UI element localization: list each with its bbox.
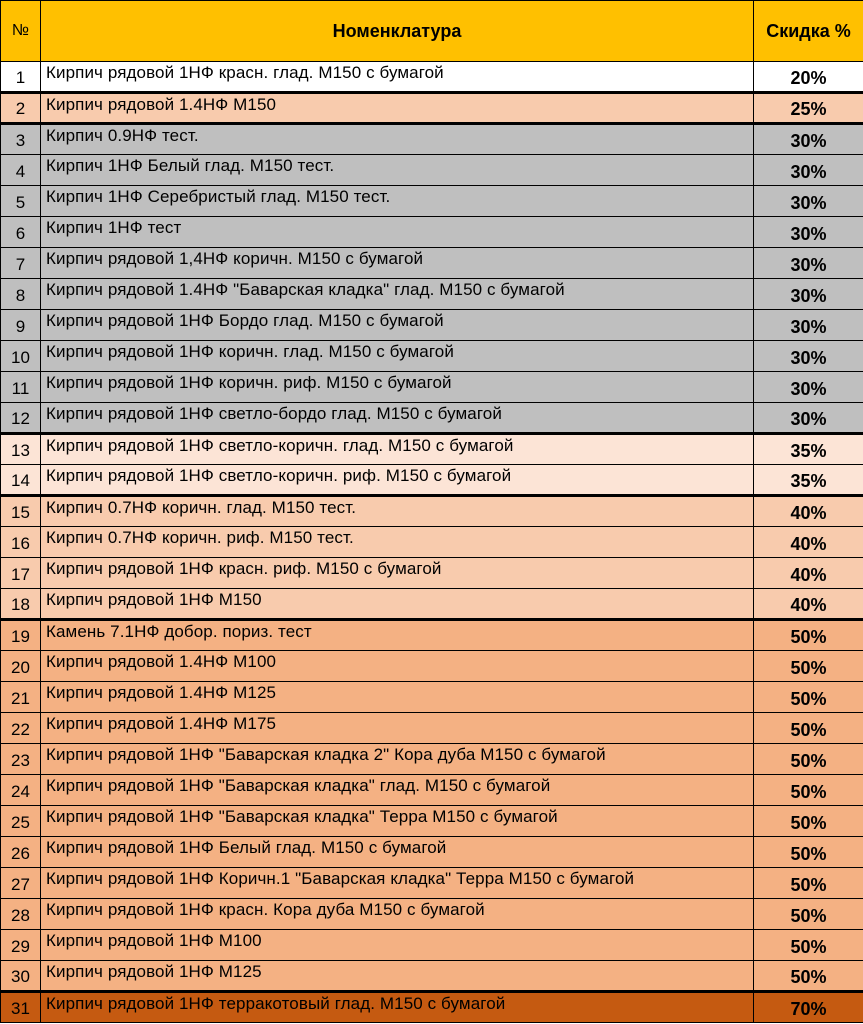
table-row <box>1 992 863 1023</box>
row-discount: 40% <box>754 527 863 558</box>
row-name: Кирпич рядовой 1НФ Белый глад. М150 с бумагой <box>41 837 754 868</box>
row-name: Кирпич рядовой 1.4НФ М100 <box>41 651 754 682</box>
row-discount: 20% <box>754 62 863 93</box>
table-row <box>1 465 863 496</box>
row-number: 16 <box>1 527 41 558</box>
row-number: 30 <box>1 961 41 992</box>
row-discount: 40% <box>754 589 863 620</box>
table-row <box>1 527 863 558</box>
row-number: 29 <box>1 930 41 961</box>
table-row <box>1 372 863 403</box>
row-name: Кирпич 0.9НФ тест. <box>41 124 754 155</box>
row-discount: 25% <box>754 93 863 124</box>
row-number: 6 <box>1 217 41 248</box>
row-number: 23 <box>1 744 41 775</box>
row-name: Кирпич рядовой 1НФ светло-коричн. риф. М150 с бумагой <box>41 465 754 496</box>
table-row <box>1 682 863 713</box>
row-name: Кирпич рядовой 1НФ красн. риф. М150 с бумагой <box>41 558 754 589</box>
row-name: Кирпич рядовой 1НФ Коричн.1 "Баварская кладка" Терра М150 с бумагой <box>41 868 754 899</box>
row-name: Кирпич рядовой 1,4НФ коричн. М150 с бумагой <box>41 248 754 279</box>
row-name: Кирпич рядовой 1НФ терракотовый глад. М150 с бумагой <box>41 992 754 1023</box>
row-name: Кирпич рядовой 1.4НФ М175 <box>41 713 754 744</box>
row-discount: 50% <box>754 961 863 992</box>
table-row <box>1 899 863 930</box>
row-discount: 30% <box>754 341 863 372</box>
row-name: Кирпич 1НФ Серебристый глад. М150 тест. <box>41 186 754 217</box>
header-num: № <box>1 1 41 62</box>
row-name: Кирпич рядовой 1НФ Бордо глад. М150 с бумагой <box>41 310 754 341</box>
row-discount: 30% <box>754 403 863 434</box>
row-number: 27 <box>1 868 41 899</box>
row-name: Кирпич рядовой 1НФ коричн. риф. М150 с бумагой <box>41 372 754 403</box>
row-number: 12 <box>1 403 41 434</box>
table-row <box>1 124 863 155</box>
row-number: 20 <box>1 651 41 682</box>
row-discount: 30% <box>754 124 863 155</box>
table-row <box>1 279 863 310</box>
table-row <box>1 837 863 868</box>
row-number: 22 <box>1 713 41 744</box>
row-name: Кирпич рядовой 1НФ М125 <box>41 961 754 992</box>
row-number: 7 <box>1 248 41 279</box>
row-number: 13 <box>1 434 41 465</box>
table-row <box>1 496 863 527</box>
row-discount: 35% <box>754 434 863 465</box>
table-row <box>1 558 863 589</box>
row-number: 1 <box>1 62 41 93</box>
header-row <box>1 1 863 62</box>
row-discount: 50% <box>754 868 863 899</box>
row-discount: 50% <box>754 837 863 868</box>
row-discount: 30% <box>754 217 863 248</box>
row-name: Кирпич 0.7НФ коричн. глад. М150 тест. <box>41 496 754 527</box>
row-discount: 30% <box>754 186 863 217</box>
row-number: 31 <box>1 992 41 1023</box>
row-discount: 30% <box>754 372 863 403</box>
row-discount: 50% <box>754 899 863 930</box>
row-name: Кирпич рядовой 1.4НФ М150 <box>41 93 754 124</box>
row-name: Кирпич 0.7НФ коричн. риф. М150 тест. <box>41 527 754 558</box>
row-number: 2 <box>1 93 41 124</box>
row-discount: 50% <box>754 651 863 682</box>
table-row <box>1 62 863 93</box>
row-number: 9 <box>1 310 41 341</box>
table-row <box>1 186 863 217</box>
table-row <box>1 620 863 651</box>
row-discount: 50% <box>754 930 863 961</box>
table-row <box>1 806 863 837</box>
row-name: Кирпич рядовой 1.4НФ "Баварская кладка" глад. М150 с бумагой <box>41 279 754 310</box>
table-row <box>1 341 863 372</box>
row-name: Кирпич рядовой 1НФ красн. глад. М150 с бумагой <box>41 62 754 93</box>
table-row <box>1 775 863 806</box>
row-name: Кирпич рядовой 1НФ красн. Кора дуба М150 с бумагой <box>41 899 754 930</box>
table-row <box>1 589 863 620</box>
table-row <box>1 930 863 961</box>
table-row <box>1 434 863 465</box>
table-row <box>1 310 863 341</box>
row-number: 3 <box>1 124 41 155</box>
row-number: 21 <box>1 682 41 713</box>
row-discount: 40% <box>754 496 863 527</box>
table-row <box>1 744 863 775</box>
row-number: 10 <box>1 341 41 372</box>
row-name: Кирпич рядовой 1НФ коричн. глад. М150 с бумагой <box>41 341 754 372</box>
row-name: Кирпич рядовой 1.4НФ М125 <box>41 682 754 713</box>
table-row <box>1 961 863 992</box>
row-name: Кирпич 1НФ тест <box>41 217 754 248</box>
row-discount: 50% <box>754 713 863 744</box>
table-row <box>1 93 863 124</box>
row-name: Кирпич 1НФ Белый глад. М150 тест. <box>41 155 754 186</box>
header-discount: Скидка % <box>754 1 863 62</box>
row-number: 26 <box>1 837 41 868</box>
row-number: 5 <box>1 186 41 217</box>
row-discount: 50% <box>754 744 863 775</box>
row-number: 15 <box>1 496 41 527</box>
row-number: 28 <box>1 899 41 930</box>
row-name: Кирпич рядовой 1НФ "Баварская кладка" глад. М150 с бумагой <box>41 775 754 806</box>
row-number: 8 <box>1 279 41 310</box>
row-name: Кирпич рядовой 1НФ светло-бордо глад. М150 с бумагой <box>41 403 754 434</box>
row-name: Камень 7.1НФ добор. пориз. тест <box>41 620 754 651</box>
row-number: 25 <box>1 806 41 837</box>
row-name: Кирпич рядовой 1НФ М100 <box>41 930 754 961</box>
row-name: Кирпич рядовой 1НФ М150 <box>41 589 754 620</box>
row-number: 17 <box>1 558 41 589</box>
row-name: Кирпич рядовой 1НФ "Баварская кладка" Терра М150 с бумагой <box>41 806 754 837</box>
row-number: 11 <box>1 372 41 403</box>
row-name: Кирпич рядовой 1НФ "Баварская кладка 2" Кора дуба М150 с бумагой <box>41 744 754 775</box>
row-number: 4 <box>1 155 41 186</box>
row-name: Кирпич рядовой 1НФ светло-коричн. глад. М150 с бумагой <box>41 434 754 465</box>
row-discount: 30% <box>754 248 863 279</box>
table-row <box>1 403 863 434</box>
table-row <box>1 155 863 186</box>
row-discount: 50% <box>754 806 863 837</box>
table-row <box>1 248 863 279</box>
header-name: Номенклатура <box>41 1 754 62</box>
row-discount: 40% <box>754 558 863 589</box>
row-discount: 30% <box>754 279 863 310</box>
row-discount: 30% <box>754 155 863 186</box>
table-row <box>1 868 863 899</box>
table-row <box>1 713 863 744</box>
table-row <box>1 651 863 682</box>
row-discount: 30% <box>754 310 863 341</box>
row-discount: 50% <box>754 620 863 651</box>
row-number: 24 <box>1 775 41 806</box>
row-number: 19 <box>1 620 41 651</box>
row-discount: 35% <box>754 465 863 496</box>
row-number: 18 <box>1 589 41 620</box>
row-discount: 50% <box>754 682 863 713</box>
row-number: 14 <box>1 465 41 496</box>
table-row <box>1 217 863 248</box>
row-discount: 70% <box>754 992 863 1023</box>
row-discount: 50% <box>754 775 863 806</box>
